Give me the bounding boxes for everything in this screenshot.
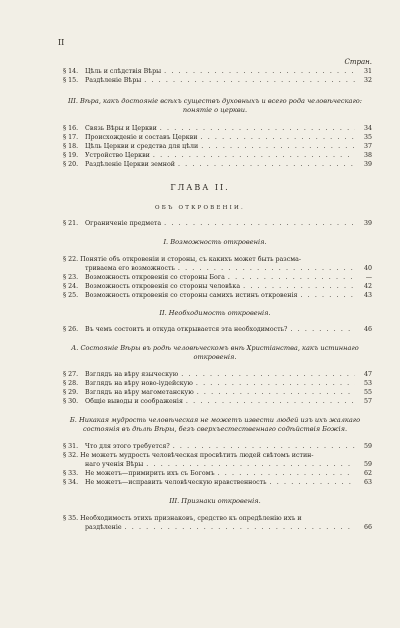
paragraph-number: § 28.: [63, 380, 79, 387]
paragraph-number: § 19.: [63, 152, 79, 159]
entry-page: 38: [363, 152, 372, 159]
entry-title: Общіе выводы и соображенія: [85, 398, 183, 405]
entry-title: Возможность откровенія со стороны Бога: [85, 274, 225, 281]
entry-page: 40: [363, 265, 372, 272]
section-heading: III. Признаки откровенія.: [169, 497, 261, 505]
toc-entry-multiline: [63, 452, 372, 460]
dot-leader: [153, 152, 355, 160]
entry-title: Ограниченіе предмета: [85, 220, 162, 227]
entry-title: § 35. Необходимость этихъ признаковъ, средство къ опредѣленію ихъ и: [63, 515, 302, 522]
dot-leader: [173, 443, 355, 451]
page-column-header: Стран.: [344, 58, 372, 66]
toc-entry: [63, 77, 372, 85]
entry-page: 42: [363, 283, 372, 290]
toc-entry-cont: [63, 461, 372, 469]
entry-title: Связь Вѣры и Церкви: [85, 125, 157, 132]
section-heading: Б. Никакая мудрость человѣческая не можетъ извести людей изъ ихъ жалкаго: [69, 416, 361, 424]
entry-title: Въ чемъ состоитъ и откуда открывается эта необходимость?: [85, 326, 288, 333]
paragraph-number: § 33.: [63, 470, 79, 477]
paragraph-number: § 16.: [63, 125, 79, 132]
entry-title: Взглядъ на вѣру ново-іудейскую: [85, 380, 193, 387]
toc-entry-cont: [63, 265, 372, 273]
entry-page: 59: [363, 443, 372, 450]
entry-title: Происхожденіе и составъ Церкви: [85, 134, 198, 141]
dot-leader: [181, 371, 355, 379]
toc-entry: [63, 380, 372, 388]
toc-entry: [63, 152, 372, 160]
entry-title-cont: раздѣленіе: [85, 524, 122, 531]
entry-page: 43: [363, 292, 372, 299]
entry-page: 57: [363, 398, 372, 405]
dot-leader: [201, 143, 355, 151]
dot-leader: [164, 68, 355, 76]
entry-page: 63: [363, 479, 372, 486]
paragraph-number: § 31.: [63, 443, 79, 450]
paragraph-number: § 25.: [63, 292, 79, 299]
entry-page: 39: [363, 220, 372, 227]
dot-leader: [290, 326, 355, 334]
entry-title: Устройство Церкви: [85, 152, 150, 159]
dot-leader: [243, 283, 355, 291]
dot-leader: [160, 125, 355, 133]
paragraph-number: § 20.: [63, 161, 79, 168]
entry-page: 66: [363, 524, 372, 531]
dot-leader: [300, 292, 355, 300]
paragraph-number: § 18.: [63, 143, 79, 150]
toc-entry: [63, 143, 372, 151]
section-heading-cont: понятіе о церкви.: [182, 106, 248, 114]
dot-leader: [197, 389, 355, 397]
toc-entry-multiline: [63, 515, 372, 523]
toc-entry-cont: [63, 524, 372, 532]
section-heading: А. Состояніе Вѣры въ родѣ человѣческомъ внѣ Христіанства, какъ истиннаго: [71, 344, 359, 352]
toc-entry: [63, 161, 372, 169]
toc-entry: [63, 134, 372, 142]
paragraph-number: § 29.: [63, 389, 79, 396]
entry-title: § 22. Понятіе объ откровеніи и стороны, съ какихъ может быть разсма-: [63, 256, 302, 263]
entry-title: § 32. Не можетъ мудрость человѣческая просвѣтить людей свѣтомъ истин-: [63, 452, 314, 459]
entry-page: 53: [363, 380, 372, 387]
entry-title: Цѣль Церкви и средства для цѣли: [85, 143, 199, 150]
entry-page: 47: [363, 371, 372, 378]
section-heading: I. Возможность откровенія.: [163, 238, 267, 246]
entry-title: Не можетъ—примирить ихъ съ Богомъ: [85, 470, 215, 477]
chapter-subtitle: ОБЪ ОТКРОВЕНІИ.: [155, 205, 245, 211]
dot-leader: [144, 77, 355, 85]
paragraph-number: § 34.: [63, 479, 79, 486]
entry-page: 31: [363, 68, 372, 75]
toc-entry: [63, 220, 372, 228]
paragraph-number: § 23.: [63, 274, 79, 281]
entry-title: Взглядъ на вѣру языческую: [85, 371, 179, 378]
entry-page: 46: [363, 326, 372, 333]
entry-page: 35: [363, 134, 372, 141]
dot-leader: [146, 461, 355, 469]
dot-leader: [186, 398, 355, 406]
entry-page: 59: [363, 461, 372, 468]
toc-entry: [63, 371, 372, 379]
paragraph-number: § 26.: [63, 326, 79, 333]
paragraph-number: § 27.: [63, 371, 79, 378]
entry-title: Цѣль и слѣдствія Вѣры: [85, 68, 162, 75]
toc-entry: [63, 283, 372, 291]
dot-leader: [270, 479, 355, 487]
entry-title: Не можетъ—исправить человѣческую нравственность: [85, 479, 267, 486]
toc-entry: [63, 125, 372, 133]
toc-entry: [63, 470, 372, 478]
dot-leader: [178, 265, 355, 273]
section-heading-cont: состоянія въ дѣлѣ Вѣры, безъ сверхъестественнаго содѣйствія Божія.: [82, 425, 348, 433]
toc-entry: [63, 326, 372, 334]
paragraph-number: § 15.: [63, 77, 79, 84]
paragraph-number: § 21.: [63, 220, 79, 227]
paragraph-number: § 14.: [63, 68, 79, 75]
entry-title: Возможность откровенія со стороны человѣка: [85, 283, 241, 290]
entry-page: 37: [363, 143, 372, 150]
toc-entry: [63, 274, 372, 282]
toc-entry-multiline: [63, 256, 372, 264]
entry-page: —: [365, 274, 372, 281]
entry-page: 62: [363, 470, 372, 477]
section-heading: III. Вѣра, какъ достояніе всѣхъ существъ духовныхъ и всего рода человѣческаго:: [68, 97, 362, 105]
entry-title-cont: триваема его возможность: [85, 265, 175, 272]
dot-leader: [164, 220, 355, 228]
section-heading-cont: откровенія.: [193, 353, 237, 361]
entry-title-cont: наго ученія Вѣры: [85, 461, 144, 468]
page-number: II: [58, 38, 65, 47]
entry-page: 34: [363, 125, 372, 132]
entry-title: Что для этого требуется?: [85, 443, 170, 450]
toc-entry: [63, 292, 372, 300]
entry-title: Раздѣленіе Вѣры: [85, 77, 142, 84]
entry-title: Возможность откровенія со стороны самихъ истинъ откровенія: [85, 292, 298, 299]
dot-leader: [218, 470, 355, 478]
entry-page: 39: [363, 161, 372, 168]
paragraph-number: § 17.: [63, 134, 79, 141]
toc-entry: [63, 389, 372, 397]
entry-title: Взглядъ на вѣру магометанскую: [85, 389, 194, 396]
entry-title: Раздѣленіе Церкви земной: [85, 161, 175, 168]
entry-page: 55: [363, 389, 372, 396]
dot-leader: [228, 274, 355, 282]
dot-leader: [125, 524, 355, 532]
toc-entry: [63, 479, 372, 487]
dot-leader: [178, 161, 355, 169]
dot-leader: [200, 134, 355, 142]
section-heading: II. Необходимость откровенія.: [159, 309, 271, 317]
dot-leader: [196, 380, 355, 388]
toc-entry: [63, 398, 372, 406]
toc-entry: [63, 68, 372, 76]
chapter-title: ГЛАВА II.: [170, 183, 230, 192]
paragraph-number: § 30.: [63, 398, 79, 405]
paragraph-number: § 24.: [63, 283, 79, 290]
entry-page: 32: [363, 77, 372, 84]
toc-entry: [63, 443, 372, 451]
